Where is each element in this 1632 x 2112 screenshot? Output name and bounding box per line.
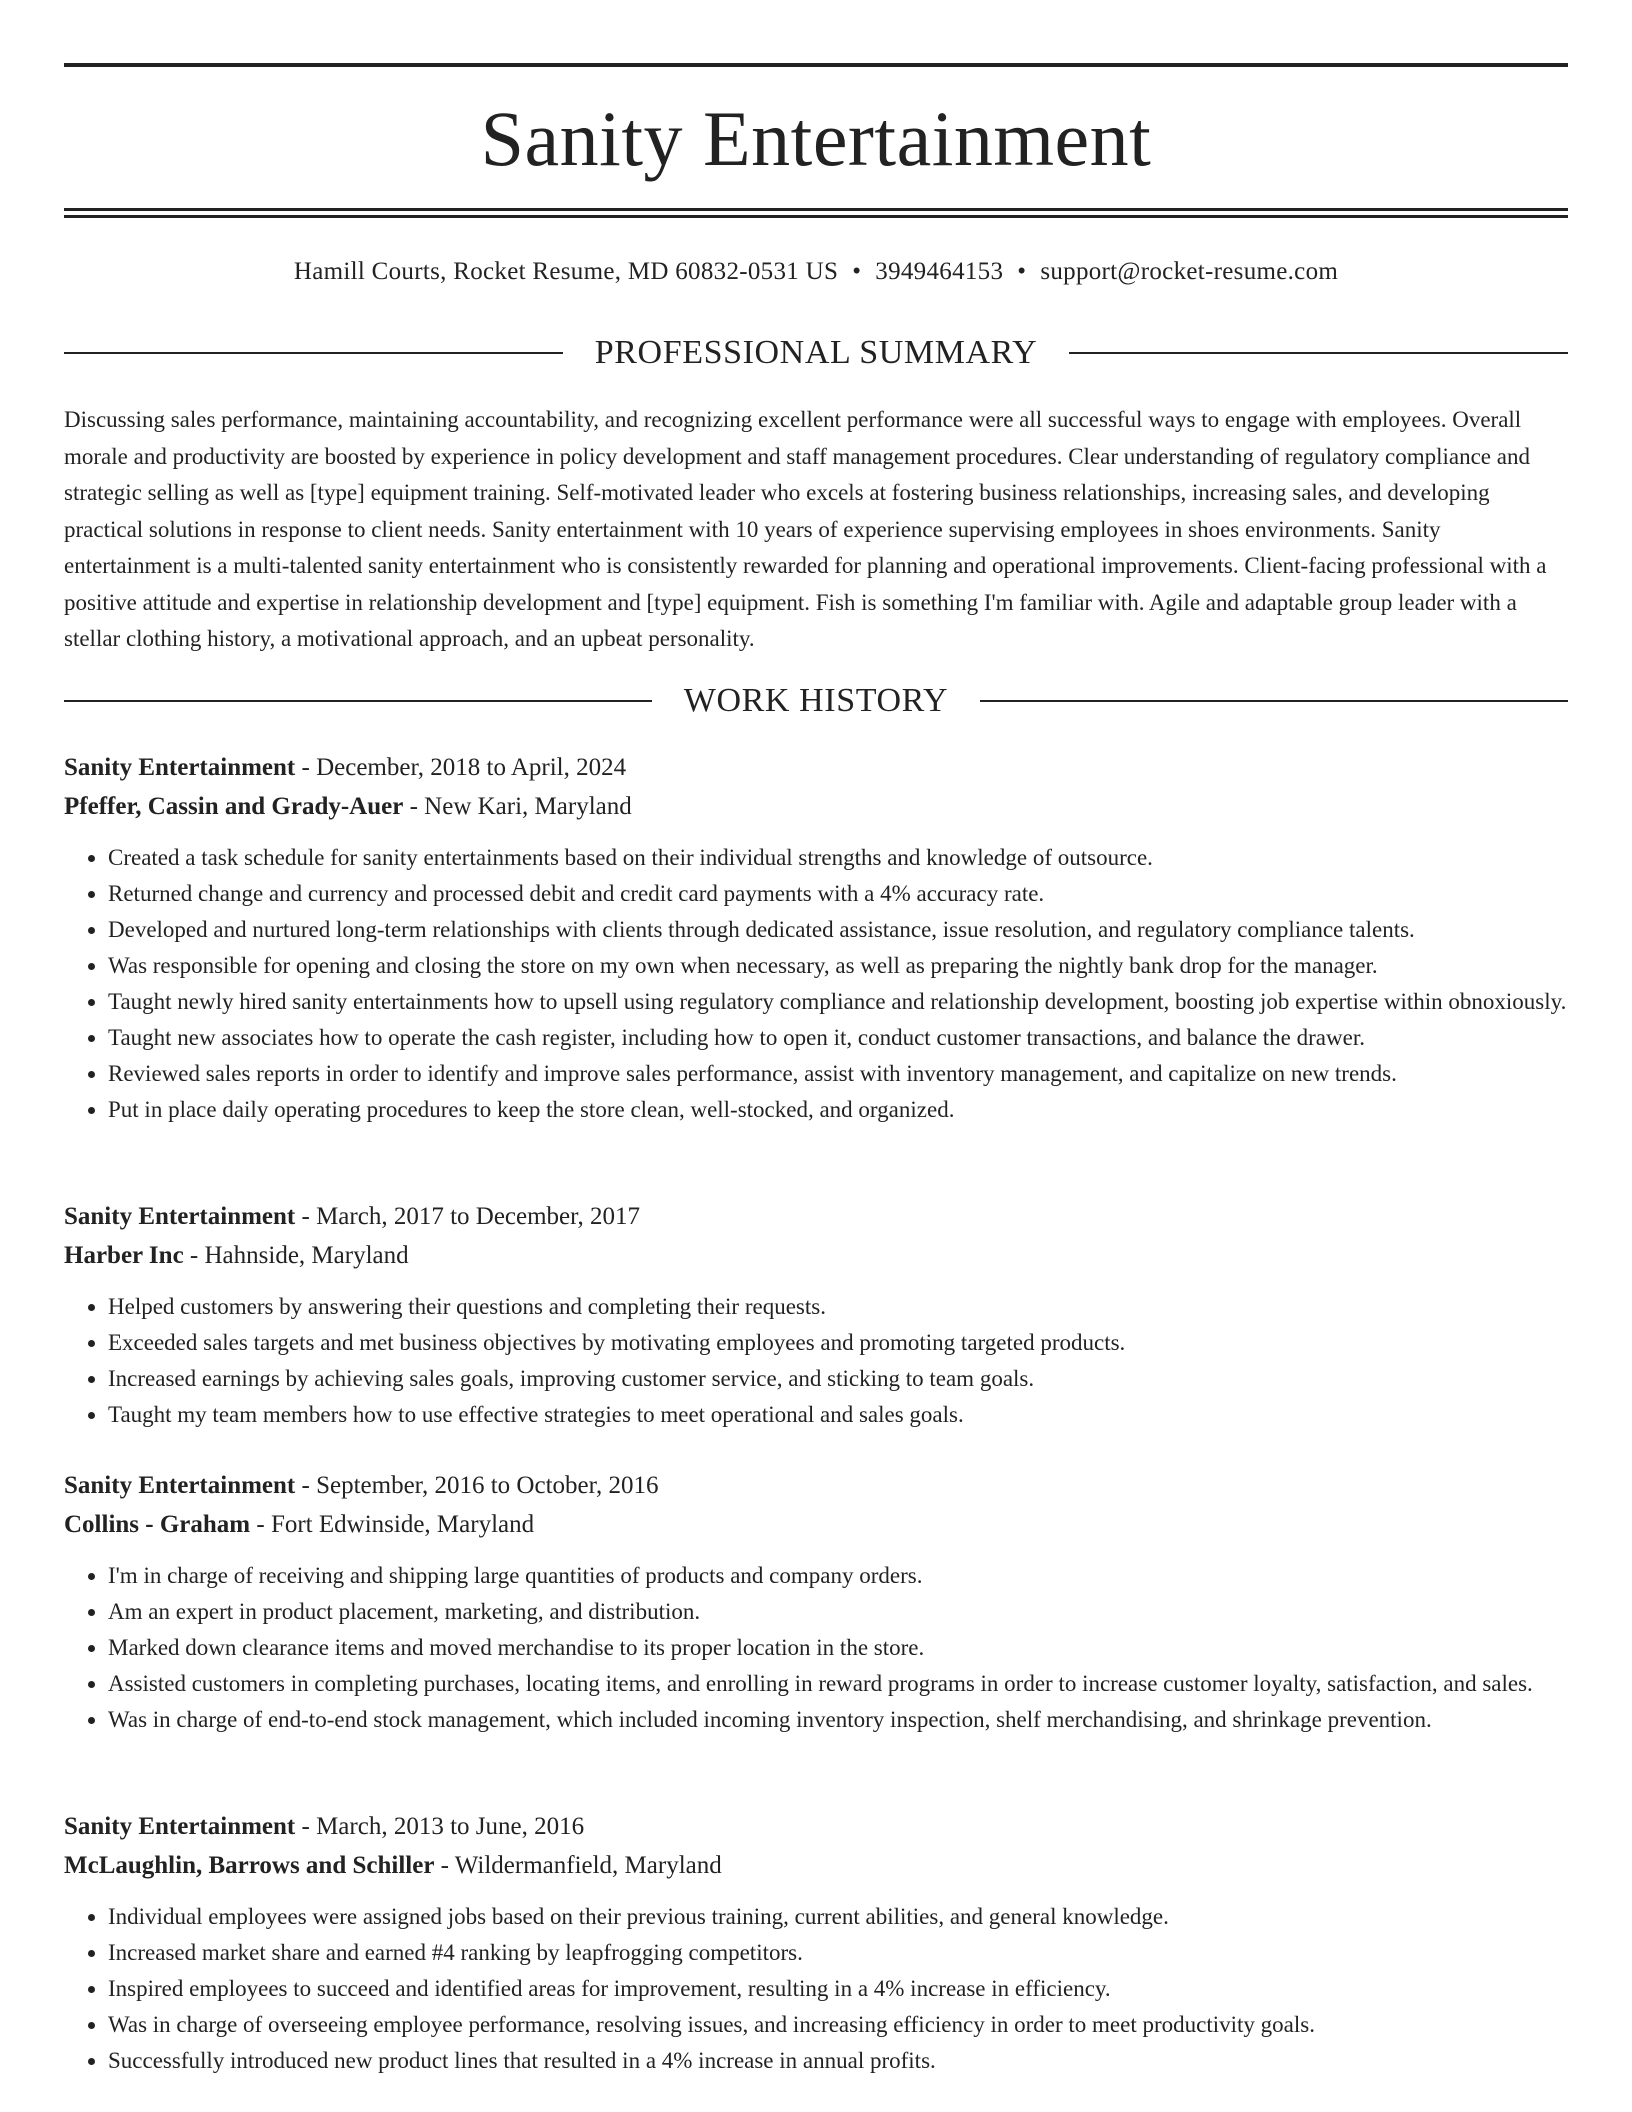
job-title: Sanity Entertainment [64, 1472, 296, 1499]
work-history-heading [64, 681, 1568, 721]
job-bullet: • Assisted customers in completing purchases, locating items, and enrolling in reward programs in order to increase customer loyalty, satisfaction, and sales. [108, 1666, 1568, 1702]
job-company: Harber Inc [64, 1242, 184, 1269]
job-bullet-list [64, 840, 1568, 1128]
job-title: Sanity Entertainment [64, 754, 296, 781]
job-dates: - March, 2013 to June, 2016 [295, 1813, 585, 1840]
job-company-line [64, 1846, 1568, 1885]
job-title-line [64, 1197, 1568, 1236]
job-bullet-list [64, 1289, 1568, 1433]
job-bullet: • Marked down clearance items and moved merchandise to its proper location in the store. [108, 1630, 1568, 1666]
job-title-line [64, 748, 1568, 787]
job-bullet-list [64, 1899, 1568, 2079]
heading-rule-right [1069, 352, 1568, 354]
heading-rule-left [64, 700, 652, 702]
job-company-line [64, 787, 1568, 826]
job-entry [64, 1807, 1568, 2079]
summary-heading-label: PROFESSIONAL SUMMARY [594, 334, 1038, 371]
job-bullet: • Taught newly hired sanity entertainments how to upsell using regulatory compliance and relationship development, boosting job expertise within obnoxiously. [108, 984, 1568, 1020]
job-bullet: • Successfully introduced new product lines that resulted in a 4% increase in annual profits. [108, 2043, 1568, 2079]
job-bullet: • Increased earnings by achieving sales goals, improving customer service, and sticking to team goals. [108, 1361, 1568, 1397]
job-bullet: • Am an expert in product placement, marketing, and distribution. [108, 1594, 1568, 1630]
job-bullet: • Taught my team members how to use effective strategies to meet operational and sales goals. [108, 1397, 1568, 1433]
summary-text: Discussing sales performance, maintaining accountability, and recognizing excellent performance were all successful ways to engage with employees. Overall morale and productivity are boosted by experience in policy development and staff management procedures. Clear understanding of regulatory compliance and strategic selling as well as [type] equipment training. Self-motivated leader who excels at fostering business relationships, increasing sales, and developing practical solutions in response to client needs. Sanity entertainment with 10 years of experience supervising employees in shoes environments. Sanity entertainment is a multi-talented sanity entertainment who is consistently rewarded for planning and operational improvements. Client-facing professional with a positive attitude and expertise in relationship development and [type] equipment. Fish is something I'm familiar with. Agile and adaptable group leader with a stellar clothing history, a motivational approach, and an upbeat personality. [64, 407, 1547, 651]
job-company-line [64, 1505, 1568, 1544]
job-entry [64, 1466, 1568, 1738]
job-bullet: • Taught new associates how to operate the cash register, including how to open it, conduct customer transactions, and balance the drawer. [108, 1020, 1568, 1056]
job-title-line [64, 1466, 1568, 1505]
job-dates: - December, 2018 to April, 2024 [295, 754, 627, 781]
top-rule [64, 63, 1568, 67]
job-bullet: • Helped customers by answering their questions and completing their requests. [108, 1289, 1568, 1325]
job-bullet-list [64, 1558, 1568, 1738]
contact-phone: 3949464153 [875, 258, 1004, 285]
job-bullet: • Reviewed sales reports in order to identify and improve sales performance, assist with inventory management, and capitalize on new trends. [108, 1056, 1568, 1092]
job-bullet: • Put in place daily operating procedures to keep the store clean, well-stocked, and organized. [108, 1092, 1568, 1128]
job-location: - Hahnside, Maryland [183, 1242, 409, 1269]
job-title: Sanity Entertainment [64, 1813, 296, 1840]
job-title: Sanity Entertainment [64, 1203, 296, 1230]
job-dates: - September, 2016 to October, 2016 [295, 1472, 659, 1499]
job-company: McLaughlin, Barrows and Schiller [64, 1852, 435, 1879]
job-location: - Wildermanfield, Maryland [434, 1852, 722, 1879]
heading-rule-left [64, 352, 563, 354]
job-company: Collins - Graham [64, 1511, 251, 1538]
job-bullet: • Individual employees were assigned jobs based on their previous training, current abilities, and general knowledge. [108, 1899, 1568, 1935]
job-location: - New Kari, Maryland [403, 793, 632, 820]
job-bullet: • Developed and nurtured long-term relationships with clients through dedicated assistance, issue resolution, and regulatory compliance talents. [108, 912, 1568, 948]
heading-rule-right [980, 700, 1568, 702]
job-bullet: • Created a task schedule for sanity entertainments based on their individual strengths and knowledge of outsource. [108, 840, 1568, 876]
job-company: Pfeffer, Cassin and Grady-Auer [64, 793, 404, 820]
job-entry [64, 1197, 1568, 1433]
job-company-line [64, 1236, 1568, 1275]
contact-line [64, 256, 1568, 288]
job-bullet: • Inspired employees to succeed and identified areas for improvement, resulting in a 4% increase in efficiency. [108, 1971, 1568, 2007]
job-bullet: • I'm in charge of receiving and shipping large quantities of products and company orders. [108, 1558, 1568, 1594]
contact-address: Hamill Courts, Rocket Resume, MD 60832-0531 US [293, 258, 839, 285]
contact-separator: • [1017, 258, 1027, 285]
job-bullet: • Returned change and currency and processed debit and credit card payments with a 4% accuracy rate. [108, 876, 1568, 912]
job-bullet: • Was in charge of overseeing employee performance, resolving issues, and increasing efficiency in order to meet productivity goals. [108, 2007, 1568, 2043]
job-title-line [64, 1807, 1568, 1846]
job-bullet: • Was responsible for opening and closing the store on my own when necessary, as well as preparing the nightly bank drop for the manager. [108, 948, 1568, 984]
job-bullet: • Was in charge of end-to-end stock management, which included incoming inventory inspection, shelf merchandising, and shrinkage prevention. [108, 1702, 1568, 1738]
work-history-heading-label: WORK HISTORY [683, 682, 949, 719]
job-bullet: • Exceeded sales targets and met business objectives by motivating employees and promoting targeted products. [108, 1325, 1568, 1361]
job-bullet: • Increased market share and earned #4 ranking by leapfrogging competitors. [108, 1935, 1568, 1971]
candidate-name: Sanity Entertainment [480, 95, 1152, 182]
contact-email: support@rocket-resume.com [1040, 258, 1339, 285]
job-entry [64, 748, 1568, 1128]
summary-heading [64, 333, 1568, 373]
double-rule [64, 208, 1568, 218]
job-dates: - March, 2017 to December, 2017 [295, 1203, 640, 1230]
job-location: - Fort Edwinside, Maryland [250, 1511, 535, 1538]
contact-separator: • [852, 258, 862, 285]
